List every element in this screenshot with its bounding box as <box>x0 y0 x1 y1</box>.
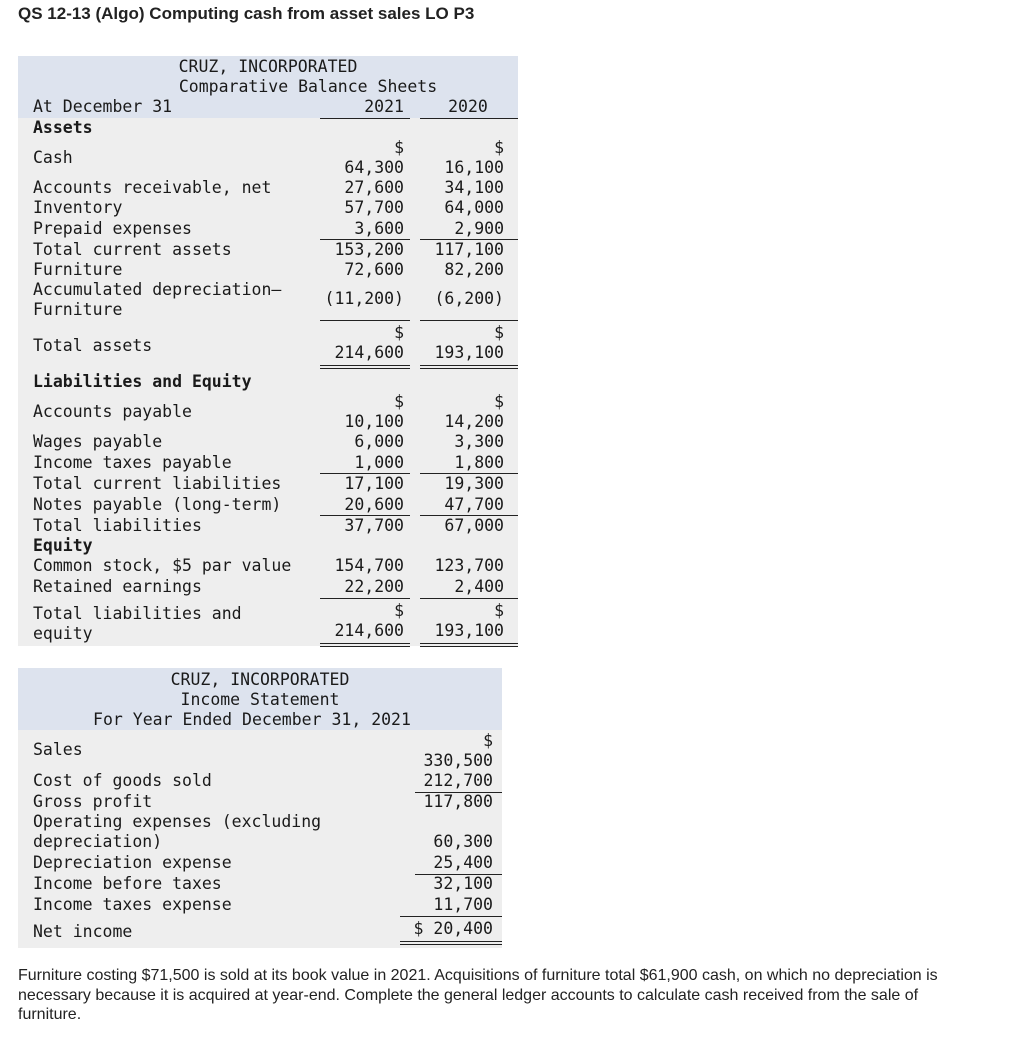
page-title: QS 12-13 (Algo) Computing cash from asset sales LO P3 <box>18 4 475 23</box>
tle-2020: 193,100 <box>434 621 504 640</box>
tca-2021: 153,200 <box>334 240 404 259</box>
retained-earnings-2021: 22,200 <box>344 577 404 596</box>
notes-payable-2020: 47,700 <box>444 495 504 514</box>
is-company-name: CRUZ, INCORPORATED <box>170 670 350 689</box>
cash-label: Cash <box>33 148 73 167</box>
common-stock-2020: 123,700 <box>434 556 504 575</box>
furniture-label: Furniture <box>33 260 123 279</box>
tle-dollar-sign: $ <box>494 601 504 620</box>
income-taxes-payable-label: Income taxes payable <box>33 453 232 472</box>
tax-expense-amount: 11,700 <box>433 895 493 914</box>
equity-heading: Equity <box>33 536 93 555</box>
tle-label: Total liabilities and <box>33 604 242 623</box>
total-double-rule <box>420 365 518 369</box>
retained-earnings-label: Retained earnings <box>33 577 202 596</box>
assets-heading: Assets <box>33 118 93 137</box>
cash-dollar-sign: $ <box>394 138 404 157</box>
prepaid-2021: 3,600 <box>354 219 404 238</box>
opex-label-cont: depreciation) <box>33 832 163 851</box>
gross-profit-label: Gross profit <box>33 792 153 811</box>
tle-label-cont: equity <box>33 624 93 643</box>
bs-company-name: CRUZ, INCORPORATED <box>178 57 358 76</box>
tle-2021: 214,600 <box>334 621 404 640</box>
subtotal-rule <box>320 598 410 599</box>
total-double-rule <box>320 365 410 369</box>
common-stock-2021: 154,700 <box>334 556 404 575</box>
notes-payable-2021: 20,600 <box>344 495 404 514</box>
furniture-2021: 72,600 <box>344 260 404 279</box>
tax-expense-label: Income taxes expense <box>33 895 232 914</box>
total-double-rule <box>420 643 518 647</box>
sales-dollar-sign: $ <box>483 731 493 750</box>
opex-label: Operating expenses (excluding <box>33 812 322 831</box>
cogs-label: Cost of goods sold <box>33 771 212 790</box>
depreciation-amount: 25,400 <box>433 853 493 872</box>
tcl-2021: 17,100 <box>344 474 404 493</box>
ap-dollar-sign: $ <box>494 392 504 411</box>
prepaid-2020: 2,900 <box>454 219 504 238</box>
inventory-2021: 57,700 <box>344 198 404 217</box>
bs-year-2020: 2020 <box>448 97 488 116</box>
accdep-2021: (11,200) <box>324 289 404 308</box>
cash-dollar-sign: $ <box>494 138 504 157</box>
accdep-2020: (6,200) <box>434 289 504 308</box>
ap-2021: 10,100 <box>344 412 404 431</box>
net-income-amount: $ 20,400 <box>413 919 493 938</box>
total-assets-label: Total assets <box>33 336 153 355</box>
accdep-label: Accumulated depreciation— <box>33 280 282 299</box>
total-double-rule <box>320 643 410 647</box>
wages-payable-label: Wages payable <box>33 432 163 451</box>
total-double-rule <box>400 941 502 945</box>
income-taxes-payable-2021: 1,000 <box>354 453 404 472</box>
ar-label: Accounts receivable, net <box>33 178 272 197</box>
wages-payable-2020: 3,300 <box>454 432 504 451</box>
is-statement-name: Income Statement <box>180 690 340 709</box>
ap-label: Accounts payable <box>33 402 192 421</box>
ap-dollar-sign: $ <box>394 392 404 411</box>
opex-amount: 60,300 <box>433 832 493 851</box>
total-liabilities-label: Total liabilities <box>33 516 202 535</box>
is-period: For Year Ended December 31, 2021 <box>93 710 411 729</box>
ar-2020: 34,100 <box>444 178 504 197</box>
ibt-label: Income before taxes <box>33 874 222 893</box>
bs-statement-name: Comparative Balance Sheets <box>178 77 438 96</box>
problem-instructions: Furniture costing $71,500 is sold at its book value in 2021. Acquisitions of furniture total $61,900 cash, on which no depreciation is necessary because it is acquired at year-end. Complete the general ledger accounts to calculate cash received from the sale of furniture. <box>18 967 938 1023</box>
tle-dollar-sign: $ <box>394 601 404 620</box>
tcl-2020: 19,300 <box>444 474 504 493</box>
total-assets-2020: 193,100 <box>434 343 504 362</box>
inventory-2020: 64,000 <box>444 198 504 217</box>
cogs-amount: 212,700 <box>423 771 493 790</box>
bs-date-label: At December 31 <box>33 97 173 116</box>
ta-dollar-sign: $ <box>494 323 504 342</box>
liabilities-equity-heading: Liabilities and Equity <box>33 372 252 391</box>
subtotal-rule <box>400 916 502 917</box>
subtotal-rule <box>320 320 410 321</box>
net-income-label: Net income <box>33 922 133 941</box>
subtotal-rule <box>420 320 518 321</box>
common-stock-label: Common stock, $5 par value <box>33 556 292 575</box>
total-assets-2021: 214,600 <box>334 343 404 362</box>
tca-2020: 117,100 <box>434 240 504 259</box>
ibt-amount: 32,100 <box>433 874 493 893</box>
ap-2020: 14,200 <box>444 412 504 431</box>
wages-payable-2021: 6,000 <box>354 432 404 451</box>
total-liabilities-2021: 37,700 <box>344 516 404 535</box>
sales-label: Sales <box>33 740 83 759</box>
header-rule <box>420 118 518 119</box>
ar-2021: 27,600 <box>344 178 404 197</box>
furniture-2020: 82,200 <box>444 260 504 279</box>
tca-label: Total current assets <box>33 240 232 259</box>
header-rule <box>320 118 410 119</box>
total-liabilities-2020: 67,000 <box>444 516 504 535</box>
subtotal-rule <box>420 598 518 599</box>
sales-amount: 330,500 <box>423 751 493 770</box>
bs-year-2021: 2021 <box>364 97 404 116</box>
cash-2020: 16,100 <box>444 158 504 177</box>
inventory-label: Inventory <box>33 198 123 217</box>
gross-profit-amount: 117,800 <box>423 792 493 811</box>
ta-dollar-sign: $ <box>394 323 404 342</box>
retained-earnings-2020: 2,400 <box>454 577 504 596</box>
accdep-label-cont: Furniture <box>33 300 123 319</box>
tcl-label: Total current liabilities <box>33 474 282 493</box>
income-taxes-payable-2020: 1,800 <box>454 453 504 472</box>
depreciation-label: Depreciation expense <box>33 853 232 872</box>
cash-2021: 64,300 <box>344 158 404 177</box>
prepaid-label: Prepaid expenses <box>33 219 192 238</box>
notes-payable-label: Notes payable (long-term) <box>33 495 282 514</box>
